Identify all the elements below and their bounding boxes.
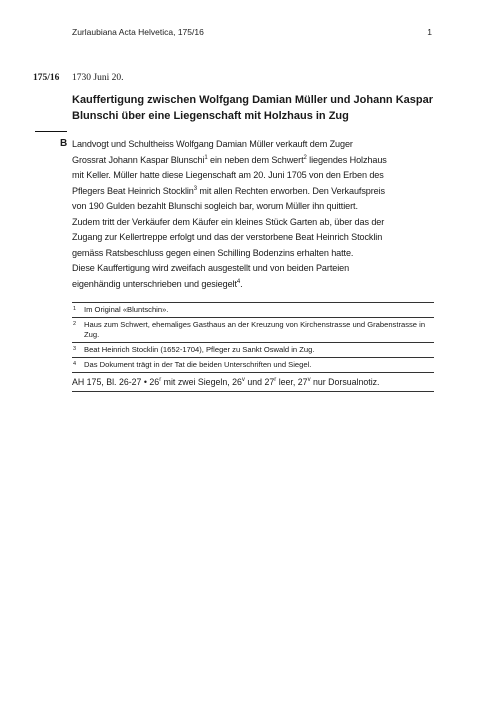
summary-line: gemäss Ratsbeschluss gegen einen Schilling Bodenzins erhalten hatte.: [72, 247, 354, 258]
source-reference: AH 175, Bl. 26-27 • 26$^r$ mit zwei Siegeln, 26$^v$ und 27$^r$ leer, 27$^v$ nur Dorsualnotiz.: [72, 373, 434, 392]
summary-line: Pflegers Beat Heinrich Stocklin$^3$ mit allen Rechten erworben. Den Verkaufspreis: [72, 185, 385, 196]
footnotes: [72, 302, 434, 392]
footnote-ref: 1: [204, 154, 208, 161]
footnote-text: Beat Heinrich Stocklin (1652-1704), Pfleger zu Sankt Oswald in Zug.: [84, 345, 315, 354]
footnote-mark: 2: [73, 321, 77, 327]
footnote-ref: 3: [193, 185, 197, 192]
footnote-mark: 1: [73, 306, 77, 312]
footnote: [72, 303, 434, 318]
summary-line: eigenhändig unterschrieben und gesiegelt$^4$.: [72, 278, 243, 289]
footnote-text: Im Original «Bluntschin».: [84, 305, 169, 314]
footnote-text: Haus zum Schwert, ehemaliges Gasthaus an der Kreuzung von Kirchenstrasse und Grabenstrasse in Zug.: [84, 320, 426, 339]
footnote-mark: 4: [73, 361, 77, 367]
summary-line: Zugang zur Kellertreppe erfolgt und das der verstorbene Beat Heinrich Stocklin: [72, 232, 383, 242]
summary-line: mit Keller. Müller hatte diese Liegenschaft am 20. Juni 1705 von den Erben des: [72, 170, 384, 180]
document-date: 1730 Juni 20.: [72, 73, 124, 83]
document-number: 175/16: [33, 73, 60, 83]
page-number: 1: [427, 27, 432, 37]
summary-line: Grossrat Johann Kaspar Blunschi$^1$ ein neben dem Schwert$^2$ liegendes Holzhaus: [72, 154, 387, 165]
summary-line: Landvogt und Schultheiss Wolfgang Damian Müller verkauft dem Zuger: [72, 139, 353, 149]
page-header: [72, 27, 432, 41]
section-marker: B: [60, 138, 68, 149]
footnote-ref: 2: [303, 154, 307, 161]
footnote: [72, 343, 434, 358]
summary-line: Zudem tritt der Verkäufer dem Käufer ein kleines Stück Garten ab, über das der: [72, 216, 385, 227]
running-title: Zurlaubiana Acta Helvetica, 175/16: [72, 27, 204, 37]
footnote-ref: 4: [236, 278, 241, 285]
summary-line: Diese Kauffertigung wird zweifach ausgestellt und von beiden Parteien: [72, 263, 350, 273]
document-title: Kauffertigung zwischen Wolfgang Damian Müller und Johann Kaspar Blunschi über eine Liegenschaft mit Holzhaus in Zug: [72, 94, 433, 122]
summary-line: von 190 Gulden bezahlt Blunschi sogleich bar, worum Müller ihn quittiert.: [72, 201, 358, 211]
document-summary: [72, 137, 436, 292]
footnote-mark: 3: [73, 346, 77, 352]
section-rule: [35, 131, 67, 132]
footnote: [72, 318, 434, 343]
footnote-text: Das Dokument trägt in der Tat die beiden Unterschriften und Siegel.: [84, 360, 312, 369]
footnote: [72, 358, 434, 373]
